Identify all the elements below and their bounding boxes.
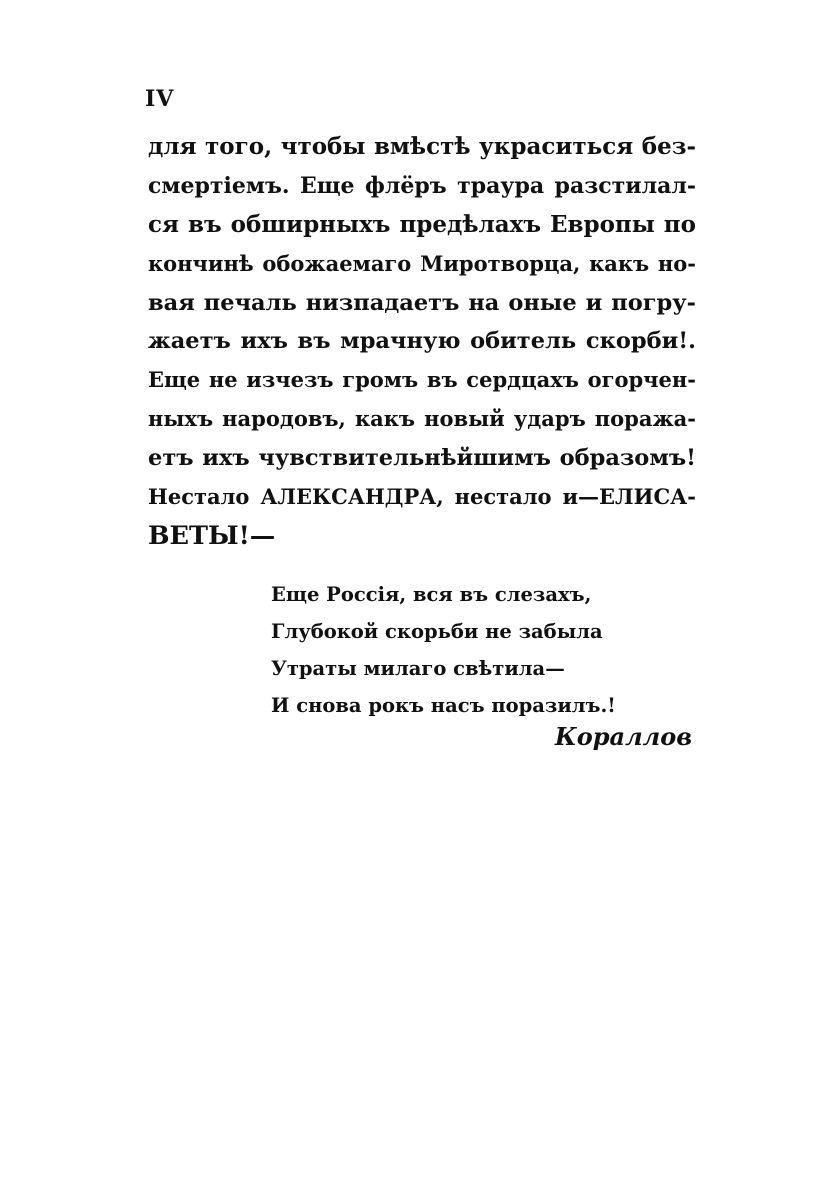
prose-line: для того, чтобы вмѣстѣ украситься без-: [148, 133, 696, 160]
prose-line: Нестало АЛЕКСАНДРА, нестало и—ЕЛИСА-: [148, 484, 696, 510]
verse-line: И снова рокъ насъ поразилъ.!: [271, 694, 616, 717]
prose-line: вая печаль низпадаетъ на оные и погру-: [148, 289, 696, 316]
prose-paragraph: [148, 128, 696, 556]
prose-line: ВЕТЫ!—: [148, 520, 276, 551]
page-number: IV: [145, 86, 175, 112]
verse-author-signature: Кораллов: [554, 722, 692, 751]
verse-line: Глубокой скорьби не забыла: [271, 620, 603, 643]
verse-line: Утраты милаго свѣтила—: [271, 657, 565, 680]
prose-line: ныхъ народовъ, какъ новый ударъ поража-: [148, 406, 696, 432]
prose-line: ся въ обширныхъ предѣлахъ Европы по: [148, 210, 696, 238]
prose-line: Еще не изчезъ громъ въ сердцахъ огорчен-: [148, 367, 696, 393]
verse-stanza: [271, 576, 691, 724]
prose-line: смертiемъ. Еще флёръ траура разстилал-: [148, 172, 696, 199]
verse-line: Еще Россiя, вся въ слезахъ,: [271, 583, 592, 606]
prose-line: жаетъ ихъ въ мрачную обитель скорби!.: [148, 328, 696, 355]
prose-line: етъ ихъ чувствительнѣйшимъ образомъ!: [148, 445, 696, 472]
prose-line: кончинѣ обожаемаго Миротворца, какъ но-: [148, 250, 696, 276]
